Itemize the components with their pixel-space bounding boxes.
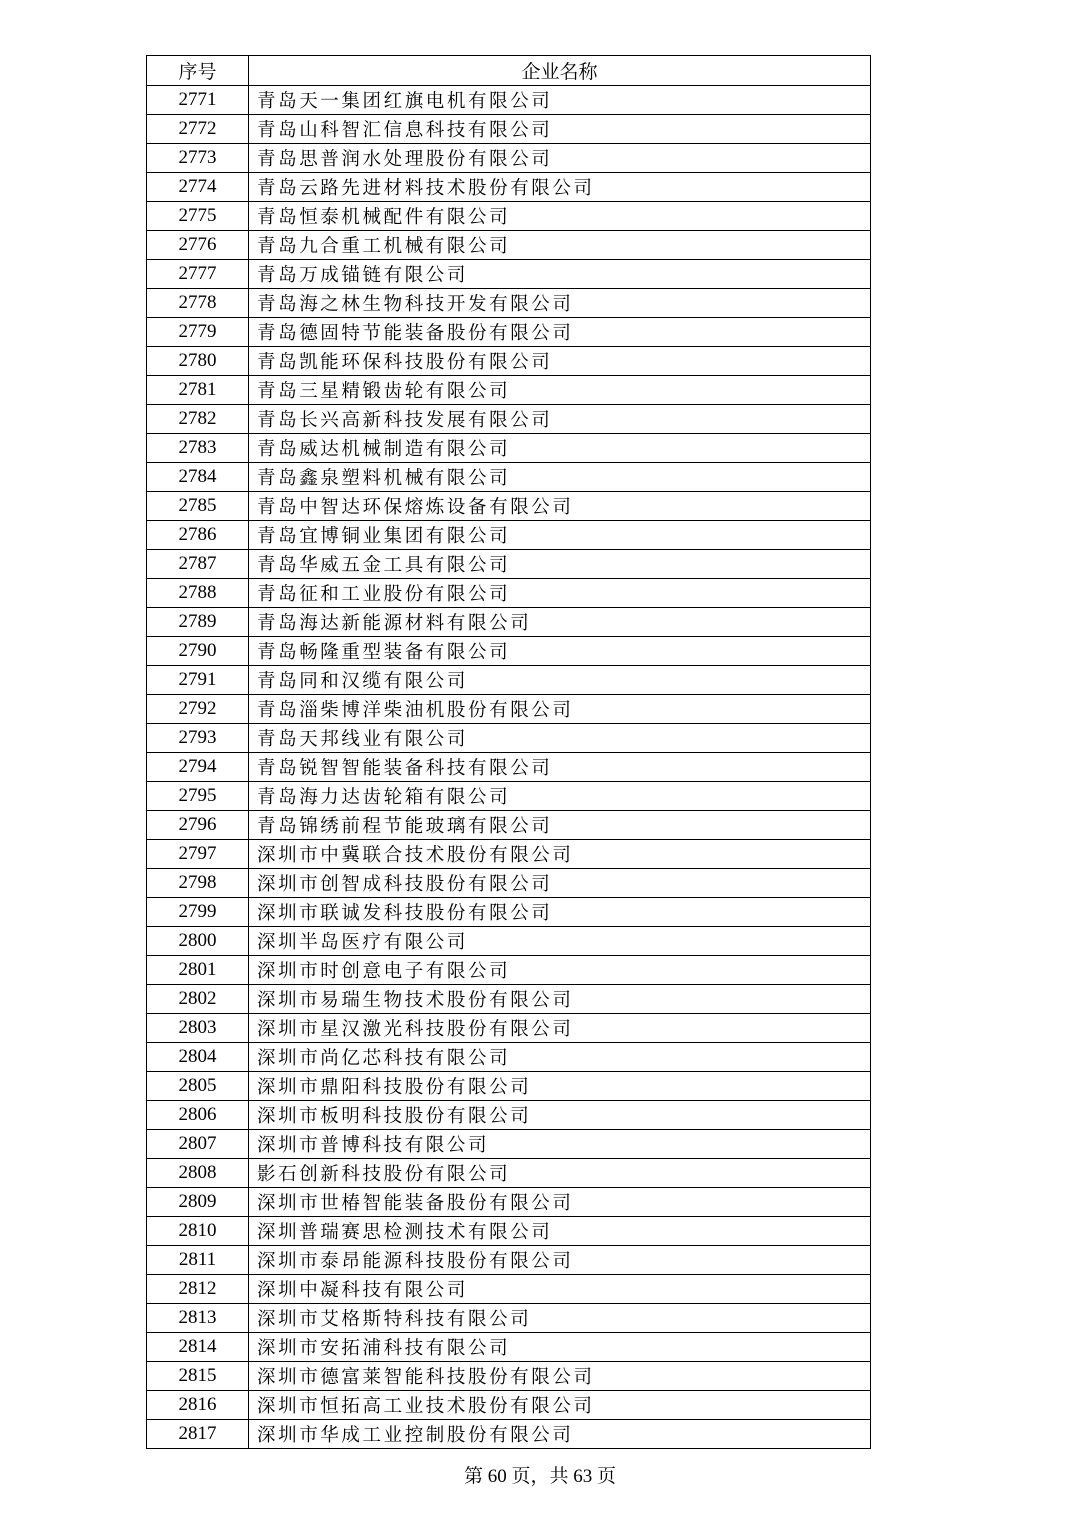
row-company-name: 青岛征和工业股份有限公司 (249, 579, 871, 608)
row-company-name: 青岛凯能环保科技股份有限公司 (249, 347, 871, 376)
row-company-name: 深圳市华成工业控制股份有限公司 (249, 1420, 871, 1449)
table-row (147, 492, 871, 521)
row-company-name: 青岛锦绣前程节能玻璃有限公司 (249, 811, 871, 840)
row-serial-number: 2801 (147, 956, 249, 985)
row-company-name: 青岛万成锚链有限公司 (249, 260, 871, 289)
table-row (147, 1420, 871, 1449)
row-company-name: 深圳中凝科技有限公司 (249, 1275, 871, 1304)
row-serial-number: 2796 (147, 811, 249, 840)
row-serial-number: 2772 (147, 115, 249, 144)
table-row (147, 724, 871, 753)
row-company-name: 青岛九合重工机械有限公司 (249, 231, 871, 260)
row-serial-number: 2802 (147, 985, 249, 1014)
table-row (147, 1101, 871, 1130)
row-serial-number: 2778 (147, 289, 249, 318)
company-list-table (146, 55, 871, 1449)
row-serial-number: 2791 (147, 666, 249, 695)
row-serial-number: 2813 (147, 1304, 249, 1333)
row-serial-number: 2806 (147, 1101, 249, 1130)
table-row (147, 1304, 871, 1333)
header-serial-number: 序号 (147, 56, 249, 86)
row-serial-number: 2800 (147, 927, 249, 956)
row-company-name: 深圳普瑞赛思检测技术有限公司 (249, 1217, 871, 1246)
table-row (147, 550, 871, 579)
row-serial-number: 2795 (147, 782, 249, 811)
table-row (147, 1333, 871, 1362)
row-company-name: 深圳市世椿智能装备股份有限公司 (249, 1188, 871, 1217)
row-serial-number: 2784 (147, 463, 249, 492)
row-serial-number: 2779 (147, 318, 249, 347)
row-company-name: 青岛威达机械制造有限公司 (249, 434, 871, 463)
table-row (147, 376, 871, 405)
row-serial-number: 2789 (147, 608, 249, 637)
row-serial-number: 2780 (147, 347, 249, 376)
table-row (147, 1246, 871, 1275)
row-serial-number: 2793 (147, 724, 249, 753)
row-serial-number: 2771 (147, 86, 249, 115)
page-footer: 第 60 页，共 63 页 (463, 1466, 616, 1487)
row-serial-number: 2785 (147, 492, 249, 521)
row-serial-number: 2786 (147, 521, 249, 550)
row-company-name: 深圳市板明科技股份有限公司 (249, 1101, 871, 1130)
row-company-name: 青岛长兴高新科技发展有限公司 (249, 405, 871, 434)
table-row (147, 1043, 871, 1072)
table-row (147, 144, 871, 173)
table-row (147, 898, 871, 927)
row-company-name: 深圳市恒拓高工业技术股份有限公司 (249, 1391, 871, 1420)
row-serial-number: 2803 (147, 1014, 249, 1043)
table-body (147, 86, 871, 1449)
row-company-name: 影石创新科技股份有限公司 (249, 1159, 871, 1188)
table-row (147, 231, 871, 260)
row-company-name: 青岛海之林生物科技开发有限公司 (249, 289, 871, 318)
table-row (147, 202, 871, 231)
row-serial-number: 2805 (147, 1072, 249, 1101)
row-company-name: 深圳市安拓浦科技有限公司 (249, 1333, 871, 1362)
row-serial-number: 2811 (147, 1246, 249, 1275)
row-serial-number: 2777 (147, 260, 249, 289)
row-serial-number: 2797 (147, 840, 249, 869)
row-company-name: 深圳市时创意电子有限公司 (249, 956, 871, 985)
table-row (147, 811, 871, 840)
table-row (147, 608, 871, 637)
row-company-name: 深圳市泰昂能源科技股份有限公司 (249, 1246, 871, 1275)
row-company-name: 深圳市鼎阳科技股份有限公司 (249, 1072, 871, 1101)
row-serial-number: 2808 (147, 1159, 249, 1188)
row-company-name: 青岛天邦线业有限公司 (249, 724, 871, 753)
row-serial-number: 2790 (147, 637, 249, 666)
row-company-name: 青岛淄柴博洋柴油机股份有限公司 (249, 695, 871, 724)
table-row (147, 260, 871, 289)
row-company-name: 深圳市尚亿芯科技有限公司 (249, 1043, 871, 1072)
row-company-name: 青岛鑫泉塑料机械有限公司 (249, 463, 871, 492)
table-row (147, 1217, 871, 1246)
row-company-name: 青岛海力达齿轮箱有限公司 (249, 782, 871, 811)
row-company-name: 深圳市中冀联合技术股份有限公司 (249, 840, 871, 869)
row-company-name: 深圳市德富莱智能科技股份有限公司 (249, 1362, 871, 1391)
row-serial-number: 2812 (147, 1275, 249, 1304)
row-company-name: 深圳市联诚发科技股份有限公司 (249, 898, 871, 927)
table-row (147, 695, 871, 724)
table-row (147, 173, 871, 202)
row-company-name: 青岛宜博铜业集团有限公司 (249, 521, 871, 550)
header-company-name: 企业名称 (249, 56, 871, 86)
row-serial-number: 2775 (147, 202, 249, 231)
table-row (147, 347, 871, 376)
table-row (147, 985, 871, 1014)
row-serial-number: 2782 (147, 405, 249, 434)
table-row (147, 405, 871, 434)
row-company-name: 深圳市易瑞生物技术股份有限公司 (249, 985, 871, 1014)
table-row (147, 927, 871, 956)
row-company-name: 青岛天一集团红旗电机有限公司 (249, 86, 871, 115)
table-row (147, 666, 871, 695)
table-row (147, 86, 871, 115)
row-serial-number: 2776 (147, 231, 249, 260)
table-row (147, 782, 871, 811)
row-serial-number: 2804 (147, 1043, 249, 1072)
row-serial-number: 2799 (147, 898, 249, 927)
row-company-name: 深圳市普博科技有限公司 (249, 1130, 871, 1159)
row-company-name: 青岛中智达环保熔炼设备有限公司 (249, 492, 871, 521)
row-company-name: 青岛德固特节能装备股份有限公司 (249, 318, 871, 347)
table-row (147, 579, 871, 608)
row-serial-number: 2773 (147, 144, 249, 173)
row-serial-number: 2810 (147, 1217, 249, 1246)
row-company-name: 青岛三星精锻齿轮有限公司 (249, 376, 871, 405)
table-header-row (147, 56, 871, 86)
row-company-name: 青岛锐智智能装备科技有限公司 (249, 753, 871, 782)
row-company-name: 深圳半岛医疗有限公司 (249, 927, 871, 956)
row-serial-number: 2809 (147, 1188, 249, 1217)
table-row (147, 637, 871, 666)
row-serial-number: 2774 (147, 173, 249, 202)
row-company-name: 青岛海达新能源材料有限公司 (249, 608, 871, 637)
row-company-name: 青岛恒泰机械配件有限公司 (249, 202, 871, 231)
row-serial-number: 2788 (147, 579, 249, 608)
table-row (147, 1014, 871, 1043)
table-row (147, 1362, 871, 1391)
row-company-name: 青岛思普润水处理股份有限公司 (249, 144, 871, 173)
row-serial-number: 2814 (147, 1333, 249, 1362)
table-row (147, 1275, 871, 1304)
table-row (147, 1188, 871, 1217)
table-row (147, 521, 871, 550)
table-row (147, 956, 871, 985)
row-serial-number: 2815 (147, 1362, 249, 1391)
table-row (147, 463, 871, 492)
row-serial-number: 2817 (147, 1420, 249, 1449)
table-row (147, 1391, 871, 1420)
row-company-name: 青岛云路先进材料技术股份有限公司 (249, 173, 871, 202)
row-company-name: 青岛华威五金工具有限公司 (249, 550, 871, 579)
table-row (147, 753, 871, 782)
row-company-name: 深圳市星汉激光科技股份有限公司 (249, 1014, 871, 1043)
table-row (147, 1130, 871, 1159)
row-company-name: 深圳市创智成科技股份有限公司 (249, 869, 871, 898)
row-serial-number: 2787 (147, 550, 249, 579)
row-serial-number: 2792 (147, 695, 249, 724)
row-serial-number: 2798 (147, 869, 249, 898)
row-serial-number: 2781 (147, 376, 249, 405)
row-serial-number: 2816 (147, 1391, 249, 1420)
row-company-name: 青岛同和汉缆有限公司 (249, 666, 871, 695)
row-company-name: 青岛山科智汇信息科技有限公司 (249, 115, 871, 144)
table-row (147, 869, 871, 898)
row-serial-number: 2794 (147, 753, 249, 782)
row-company-name: 深圳市艾格斯特科技有限公司 (249, 1304, 871, 1333)
table-row (147, 115, 871, 144)
row-serial-number: 2783 (147, 434, 249, 463)
table-row (147, 289, 871, 318)
table-row (147, 318, 871, 347)
row-serial-number: 2807 (147, 1130, 249, 1159)
row-company-name: 青岛畅隆重型装备有限公司 (249, 637, 871, 666)
table-row (147, 1072, 871, 1101)
table-row (147, 840, 871, 869)
table-row (147, 1159, 871, 1188)
table-row (147, 434, 871, 463)
